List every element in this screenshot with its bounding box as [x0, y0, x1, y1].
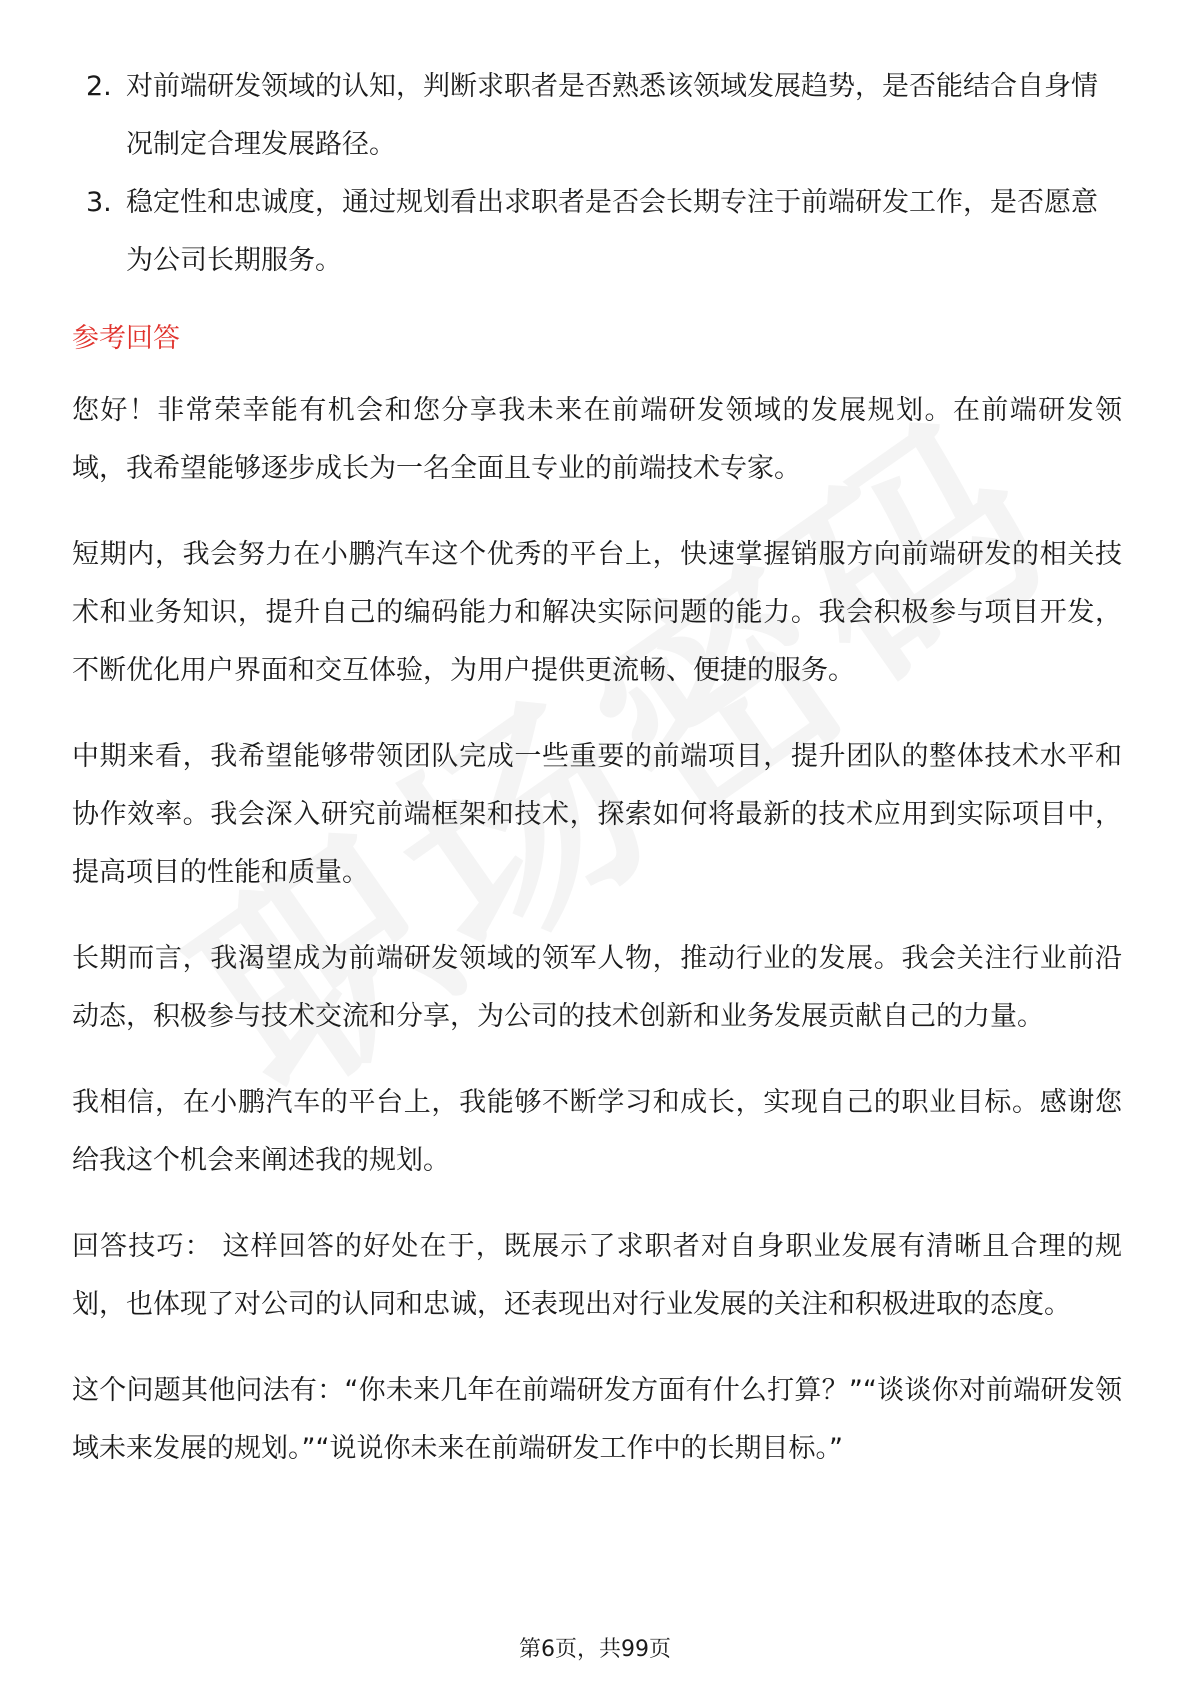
- paragraph-answer-tips: 回答技巧： 这样回答的好处在于，既展示了求职者对自身职业发展有清晰且合理的规划，也体现了对公司的认同和忠诚，还表现出对行业发展的关注和积极进取的态度。: [72, 1231, 1122, 1320]
- paragraph-greeting: 您好！非常荣幸能有机会和您分享我未来在前端研发领域的发展规划。在前端研发领域，我希望能够逐步成长为一名全面且专业的前端技术专家。: [72, 395, 1122, 484]
- paragraph-mid-term: 中期来看，我希望能够带领团队完成一些重要的前端项目，提升团队的整体技术水平和协作效率。我会深入研究前端框架和技术，探索如何将最新的技术应用到实际项目中，提高项目的性能和质量。: [72, 741, 1122, 888]
- page-footer: 第6页，共99页: [519, 1637, 671, 1662]
- list-item: [72, 58, 1122, 174]
- list-item-number: 3.: [86, 187, 112, 218]
- section-title: 参考回答: [72, 323, 180, 354]
- paragraph-closing: 我相信，在小鹏汽车的平台上，我能够不断学习和成长，实现自己的职业目标。感谢您给我这个机会来阐述我的规划。: [72, 1087, 1122, 1176]
- list-item: [72, 174, 1122, 290]
- paragraph-long-term: 长期而言，我渴望成为前端研发领域的领军人物，推动行业的发展。我会关注行业前沿动态，积极参与技术交流和分享，为公司的技术创新和业务发展贡献自己的力量。: [72, 943, 1122, 1032]
- page-content: [72, 58, 1122, 1506]
- paragraph-alternative-questions: 这个问题其他问法有：“你未来几年在前端研发方面有什么打算？”“谈谈你对前端研发领域未来发展的规划。”“说说你未来在前端研发工作中的长期目标。”: [72, 1375, 1122, 1464]
- list-item-text: 稳定性和忠诚度，通过规划看出求职者是否会长期专注于前端研发工作，是否愿意为公司长期服务。: [126, 187, 1098, 276]
- list-item-text: 对前端研发领域的认知，判断求职者是否熟悉该领域发展趋势，是否能结合自身情况制定合理发展路径。: [126, 71, 1098, 160]
- criteria-list: [72, 58, 1122, 290]
- list-item-number: 2.: [86, 71, 112, 102]
- paragraph-short-term: 短期内，我会努力在小鹏汽车这个优秀的平台上，快速掌握销服方向前端研发的相关技术和业务知识，提升自己的编码能力和解决实际问题的能力。我会积极参与项目开发，不断优化用户界面和交互体验，为用户提供更流畅、便捷的服务。: [72, 539, 1122, 686]
